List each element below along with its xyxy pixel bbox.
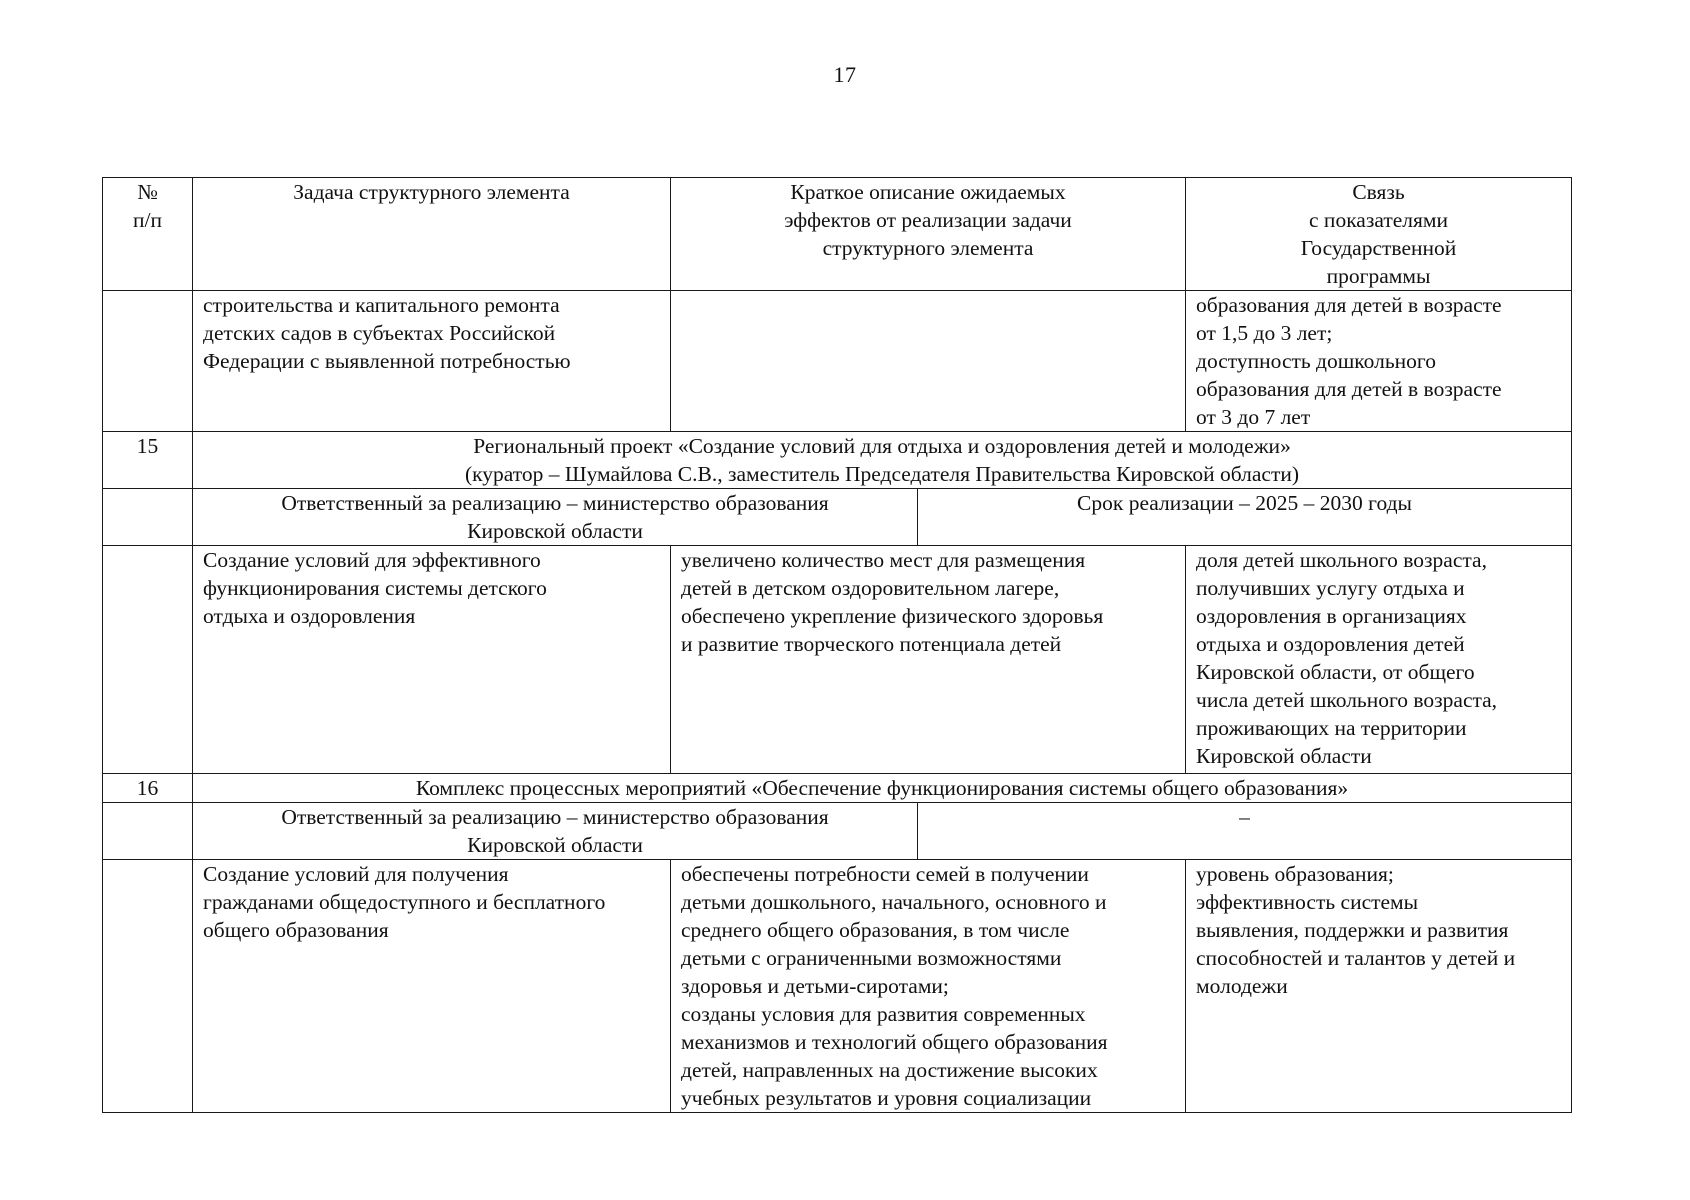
section-16-responsible-row bbox=[103, 803, 1572, 860]
cell-task: строительства и капитального ремонта детских садов в субъектах Российской Федерации с выявленной потребностью bbox=[193, 291, 671, 432]
table-row bbox=[103, 860, 1572, 1113]
header-number: № п/п bbox=[103, 178, 193, 291]
section-15-effects: увеличено количество мест для размещения детей в детском оздоровительном лагере, обеспечено укрепление физического здоровья и развитие творческого потенциала детей bbox=[671, 546, 1186, 774]
section-15-title-row bbox=[103, 432, 1572, 489]
section-15-term: Срок реализации – 2025 – 2030 годы bbox=[918, 489, 1572, 546]
section-15-responsible: Ответственный за реализацию – министерство образования Кировской области bbox=[193, 489, 918, 546]
section-16-title: Комплекс процессных мероприятий «Обеспечение функционирования системы общего образования» bbox=[193, 774, 1572, 803]
section-15-number: 15 bbox=[103, 432, 193, 489]
header-task: Задача структурного элемента bbox=[193, 178, 671, 291]
cell-number-empty bbox=[103, 291, 193, 432]
section-15-task: Создание условий для эффективного функционирования системы детского отдыха и оздоровления bbox=[193, 546, 671, 774]
section-16-link: уровень образования; эффективность системы выявления, поддержки и развития способностей и талантов у детей и молодежи bbox=[1186, 860, 1572, 1113]
cell-number-empty bbox=[103, 546, 193, 774]
section-15-link: доля детей школьного возраста, получивших услугу отдыха и оздоровления в организациях отдыха и оздоровления детей Кировской области, от общего числа детей школьного возраста, проживающих на территории Кировской области bbox=[1186, 546, 1572, 774]
section-16-effects: обеспечены потребности семей в получении детьми дошкольного, начального, основного и среднего общего образования, в том числе детьми с ограниченными возможностями здоровья и детьми-сиротами; созданы условия для развития современных механизмов и технологий общего образования детей, направленных на достижение высоких учебных результатов и уровня социализации bbox=[671, 860, 1186, 1113]
cell-number-empty bbox=[103, 803, 193, 860]
section-16-task: Создание условий для получения гражданами общедоступного и бесплатного общего образования bbox=[193, 860, 671, 1113]
program-table bbox=[102, 177, 1572, 1113]
section-15-responsible-row bbox=[103, 489, 1572, 546]
header-link: Связь с показателями Государственной программы bbox=[1186, 178, 1572, 291]
section-15-title: Региональный проект «Создание условий для отдыха и оздоровления детей и молодежи» (куратор – Шумайлова С.В., заместитель Председателя Правительства Кировской области) bbox=[193, 432, 1572, 489]
table-header-row bbox=[103, 178, 1572, 291]
cell-effects bbox=[671, 291, 1186, 432]
section-16-number: 16 bbox=[103, 774, 193, 803]
cell-number-empty bbox=[103, 489, 193, 546]
section-16-title-row bbox=[103, 774, 1572, 803]
table-row bbox=[103, 546, 1572, 774]
table-row bbox=[103, 291, 1572, 432]
header-effects: Краткое описание ожидаемых эффектов от реализации задачи структурного элемента bbox=[671, 178, 1186, 291]
cell-link: образования для детей в возрасте от 1,5 до 3 лет; доступность дошкольного образования для детей в возрасте от 3 до 7 лет bbox=[1186, 291, 1572, 432]
cell-number-empty bbox=[103, 860, 193, 1113]
section-16-responsible: Ответственный за реализацию – министерство образования Кировской области bbox=[193, 803, 918, 860]
page-number: 17 bbox=[833, 62, 857, 87]
section-16-term: – bbox=[918, 803, 1572, 860]
